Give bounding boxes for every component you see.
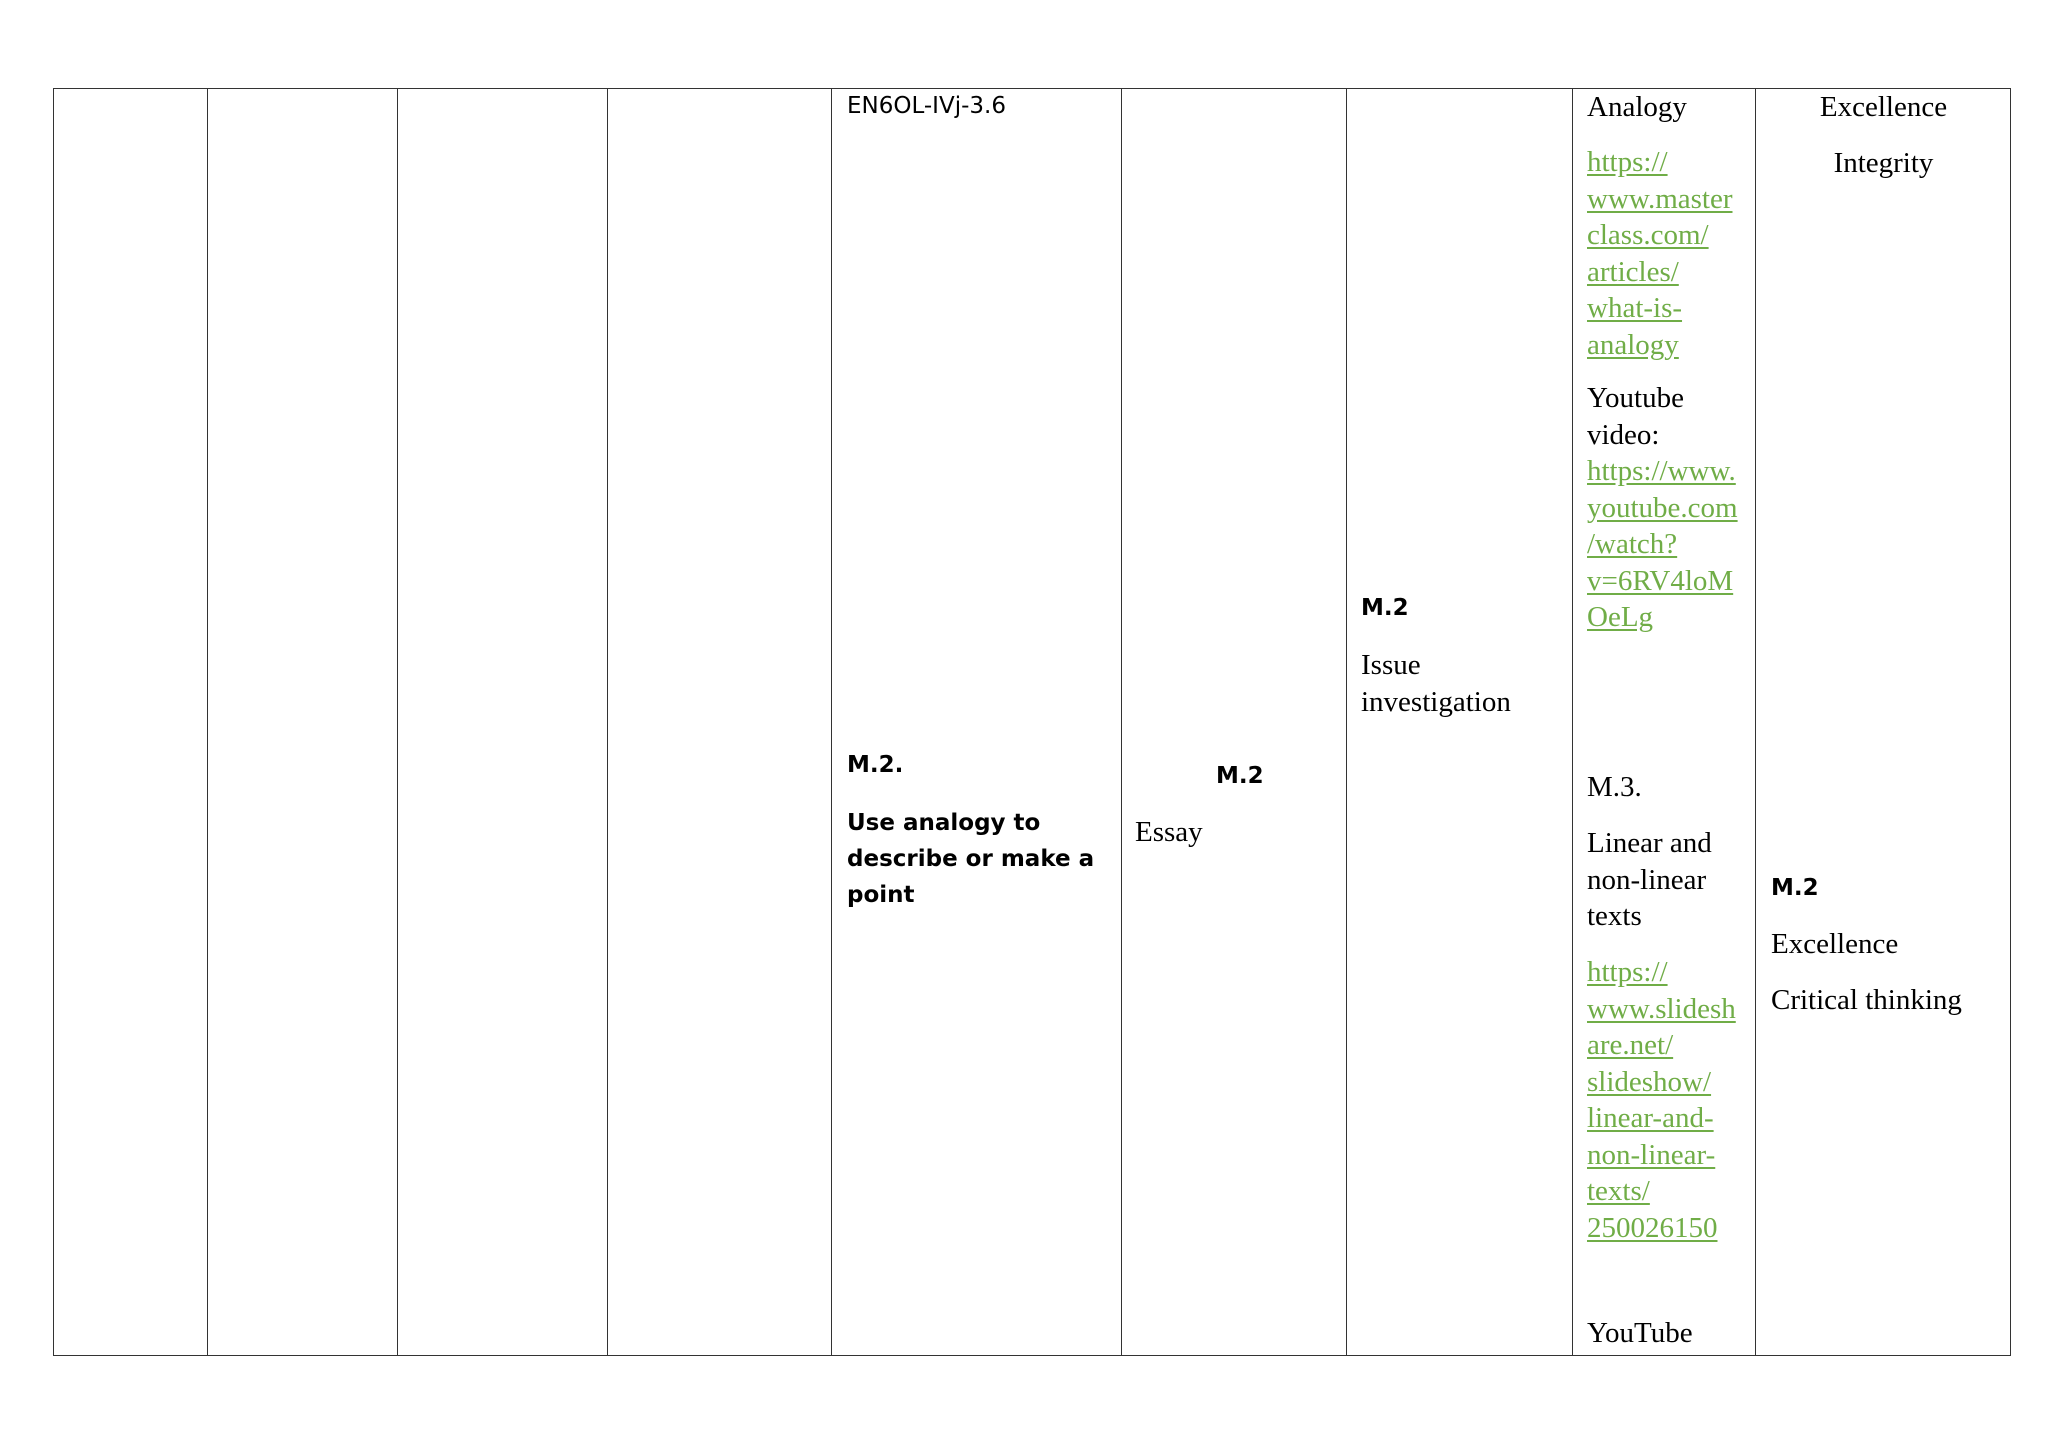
lesson-plan-table: [53, 88, 2011, 1356]
value-label: Excellence: [1819, 91, 1948, 123]
resource-link-analogy[interactable]: https:// www.master class.com/ articles/ what-is- analogy: [1587, 146, 1733, 361]
module-label: M.2: [1216, 763, 1264, 789]
module-label: M.2: [1361, 595, 1409, 621]
learning-objective: Use analogy to describe or make a point: [847, 810, 1095, 908]
competency-code: EN6OL-IVj-3.6: [847, 93, 1006, 119]
value-label: Excellence: [1771, 928, 1899, 960]
column-divider: [1755, 89, 1756, 1355]
resource-heading: Analogy: [1587, 91, 1687, 123]
column-divider: [207, 89, 208, 1355]
module-label: M.2.: [847, 752, 904, 778]
video-label: Youtube video:: [1587, 382, 1684, 451]
module-label: M.3.: [1587, 771, 1642, 803]
column-divider: [397, 89, 398, 1355]
column-divider: [607, 89, 608, 1355]
value-label: Critical thinking: [1771, 984, 1962, 1016]
column-divider: [1346, 89, 1347, 1355]
resource-footer: YouTube: [1587, 1317, 1693, 1349]
value-label: Integrity: [1833, 147, 1934, 179]
topic: Issue investigation: [1361, 649, 1511, 718]
column-divider: [831, 89, 832, 1355]
module-label: M.2: [1771, 875, 1819, 901]
column-divider: [1572, 89, 1573, 1355]
resource-link-slideshare[interactable]: https:// www.slidesh are.net/ slideshow/ linear-and- non-linear- texts/ 250026150: [1587, 956, 1736, 1244]
assessment-type: Essay: [1135, 816, 1203, 848]
column-divider: [1121, 89, 1122, 1355]
resource-link-youtube[interactable]: https://www. youtube.com /watch? v=6RV4loM OeLg: [1587, 455, 1738, 633]
resource-heading: Linear and non-linear texts: [1587, 827, 1712, 932]
